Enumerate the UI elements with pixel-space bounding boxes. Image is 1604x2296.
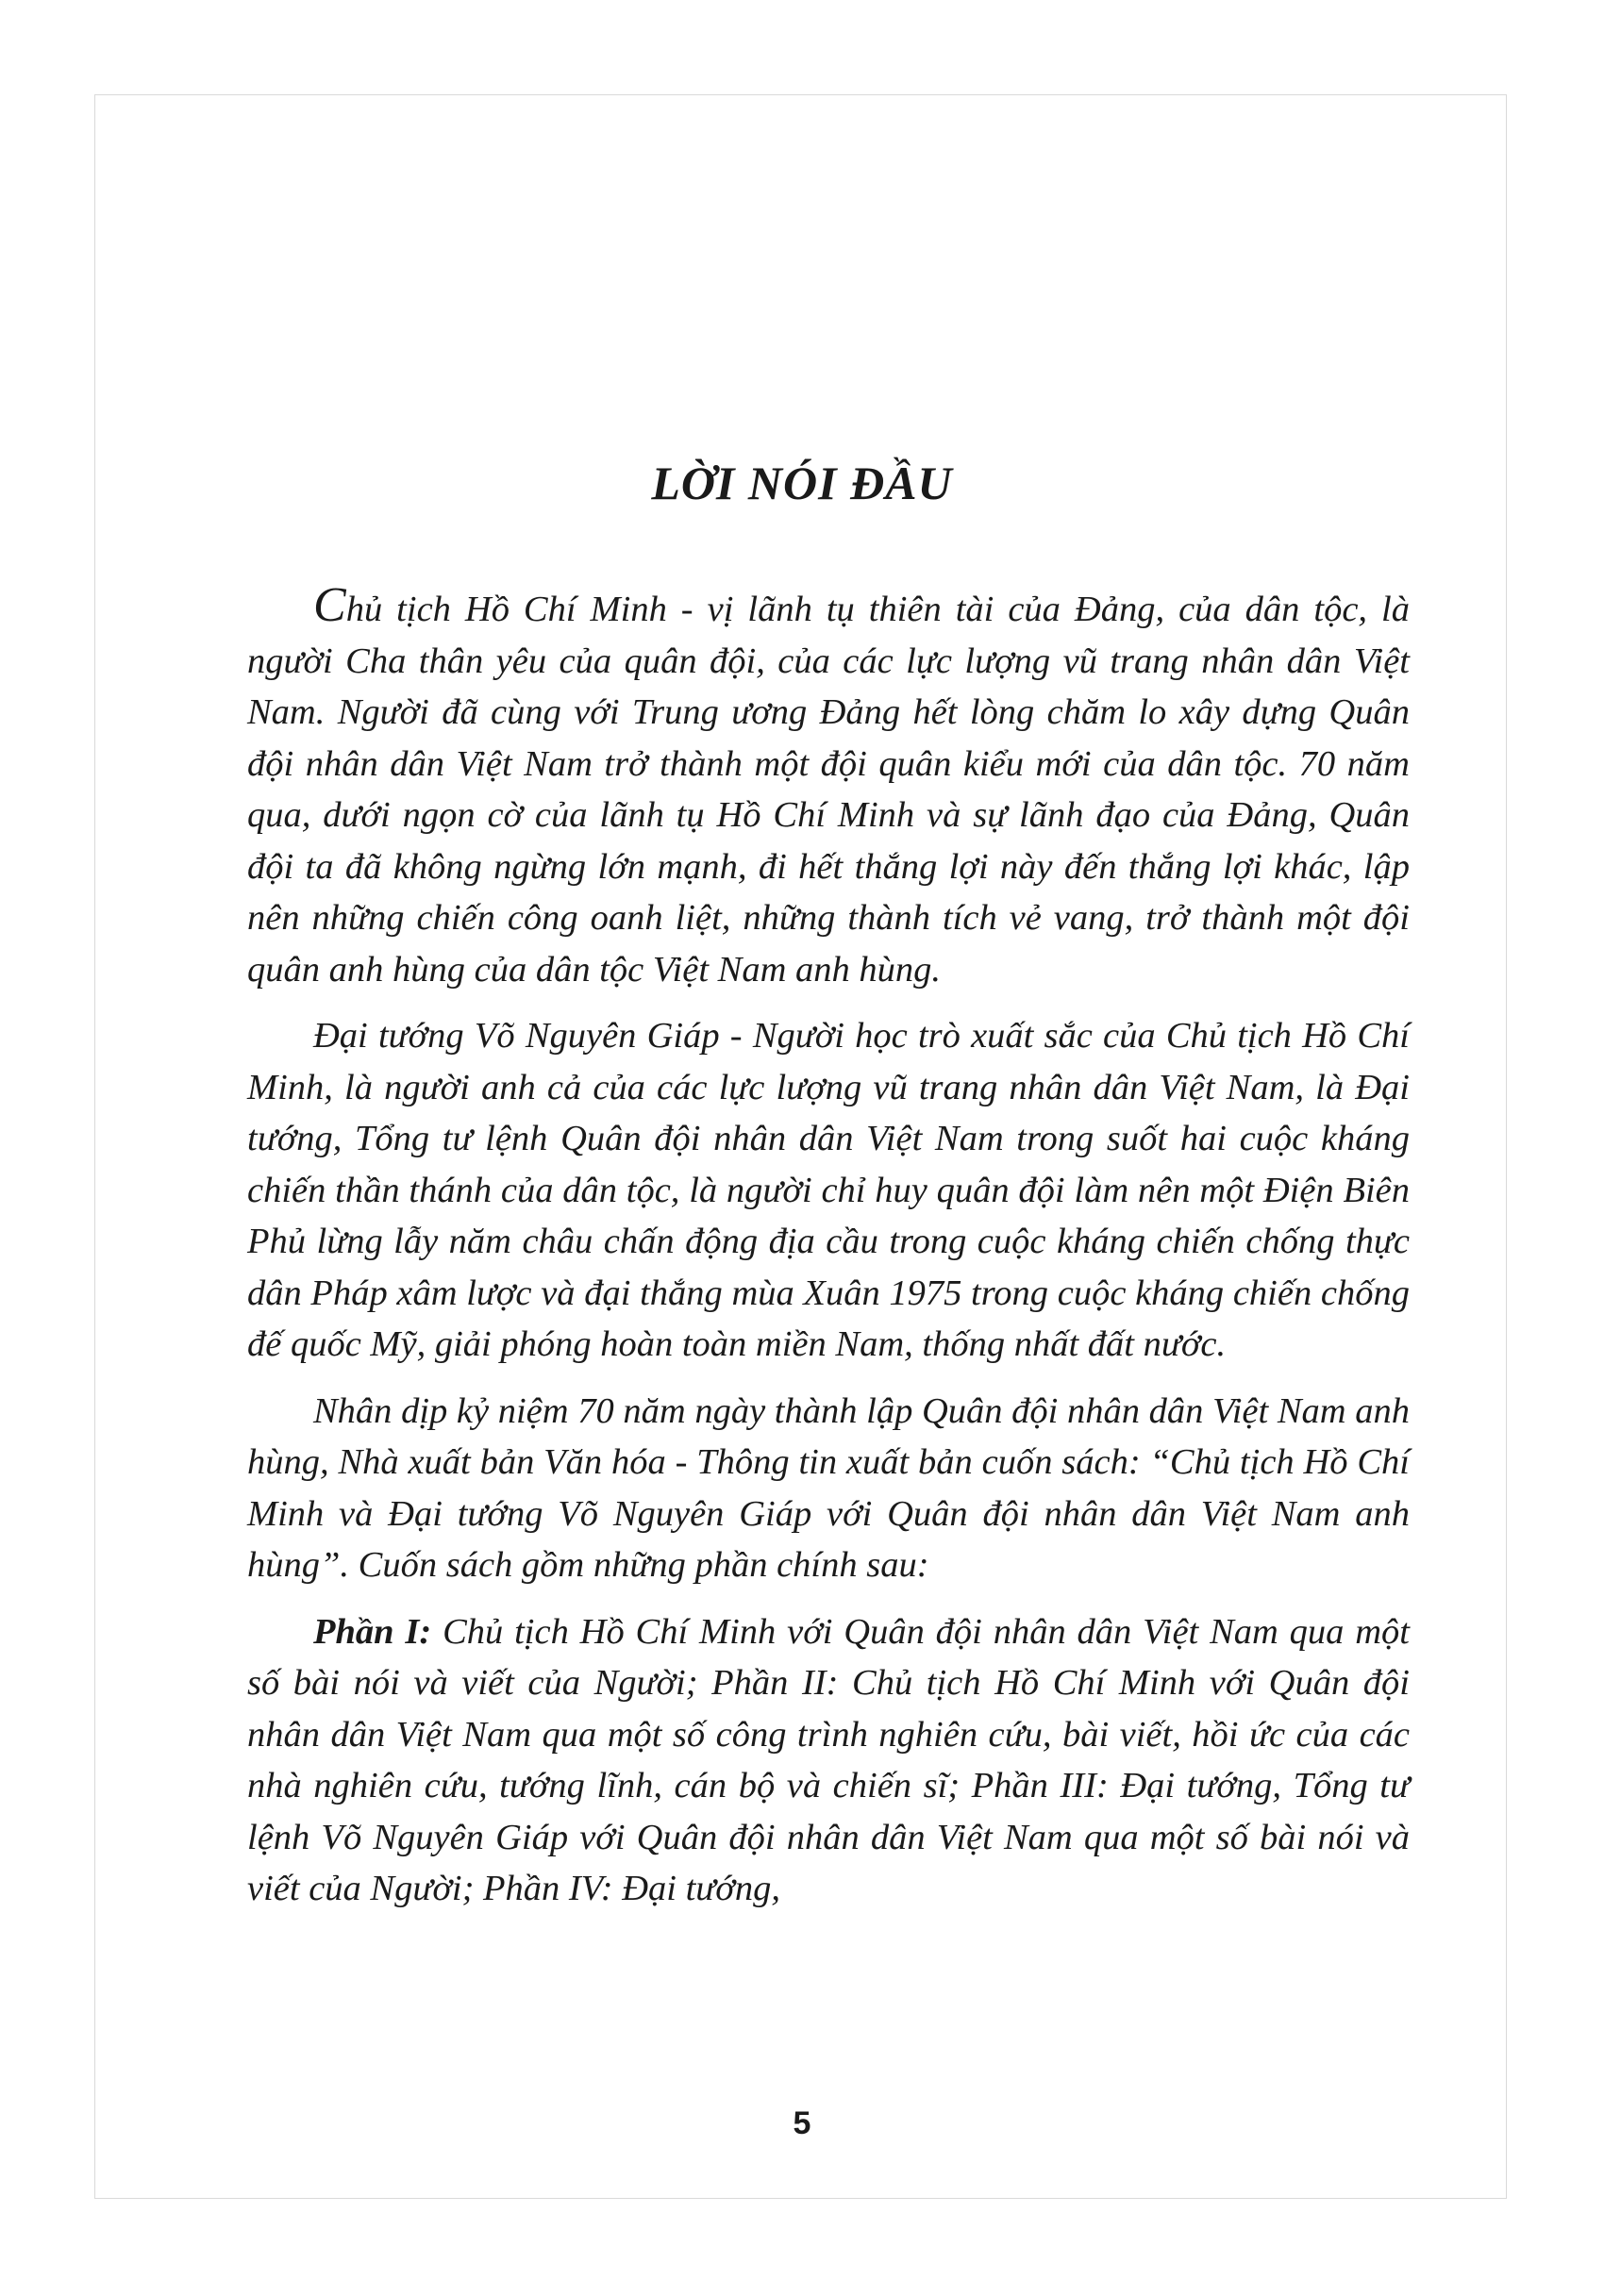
- paragraph-1: [247, 580, 1410, 995]
- paragraph-1-text: hủ tịch Hồ Chí Minh - vị lãnh tụ thiên tài của Đảng, của dân tộc, là người Cha thân yêu của quân đội, của các lực lượng vũ trang nhân dân Việt Nam. Người đã cùng với Trung ương Đảng hết lòng chăm lo xây dựng Quân đội nhân dân Việt Nam trở thành một đội quân kiểu mới của dân tộc. 70 năm qua, dưới ngọn cờ của lãnh tụ Hồ Chí Minh và sự lãnh đạo của Đảng, Quân đội ta đã không ngừng lớn mạnh, đi hết thắng lợi này đến thắng lợi khác, lập nên những chiến công oanh liệt, những thành tích vẻ vang, trở thành một đội quân anh hùng của dân tộc Việt Nam anh hùng.: [247, 590, 1410, 990]
- page-title: LỜI NÓI ĐẦU: [651, 456, 953, 509]
- paragraph-4-text: Chủ tịch Hồ Chí Minh với Quân đội nhân dân Việt Nam qua một số bài nói và viết của Người; Phần II: Chủ tịch Hồ Chí Minh với Quân đội nhân dân Việt Nam qua một số công trình nghiên cứu, bài viết, hồi ức của các nhà nghiên cứu, tướng lĩnh, cán bộ và chiến sĩ; Phần III: Đại tướng, Tổng tư lệnh Võ Nguyên Giáp với Quân đội nhân dân Việt Nam qua một số bài nói và viết của Người; Phần IV: Đại tướng,: [247, 1611, 1410, 1908]
- paragraph-1-initial: C: [313, 578, 346, 632]
- body-text: [247, 580, 1410, 1930]
- paragraph-4: [247, 1606, 1410, 1915]
- part-one-label: Phần I:: [313, 1611, 432, 1652]
- paragraph-3: Nhân dịp kỷ niệm 70 năm ngày thành lập Quân đội nhân dân Việt Nam anh hùng, Nhà xuất bản Văn hóa - Thông tin xuất bản cuốn sách: “Chủ tịch Hồ Chí Minh và Đại tướng Võ Nguyên Giáp với Quân đội nhân dân Việt Nam anh hùng”. Cuốn sách gồm những phần chính sau:: [247, 1390, 1410, 1585]
- page-number: 5: [793, 2105, 811, 2141]
- paragraph-2: Đại tướng Võ Nguyên Giáp - Người học trò xuất sắc của Chủ tịch Hồ Chí Minh, là người anh cả của các lực lượng vũ trang nhân dân Việt Nam, là Đại tướng, Tổng tư lệnh Quân đội nhân dân Việt Nam trong suốt hai cuộc kháng chiến thần thánh của dân tộc, là người chỉ huy quân đội làm nên một Điện Biên Phủ lừng lẫy năm châu chấn động địa cầu trong cuộc kháng chiến chống thực dân Pháp xâm lược và đại thắng mùa Xuân 1975 trong cuộc kháng chiến chống đế quốc Mỹ, giải phóng hoàn toàn miền Nam, thống nhất đất nước.: [247, 1016, 1410, 1364]
